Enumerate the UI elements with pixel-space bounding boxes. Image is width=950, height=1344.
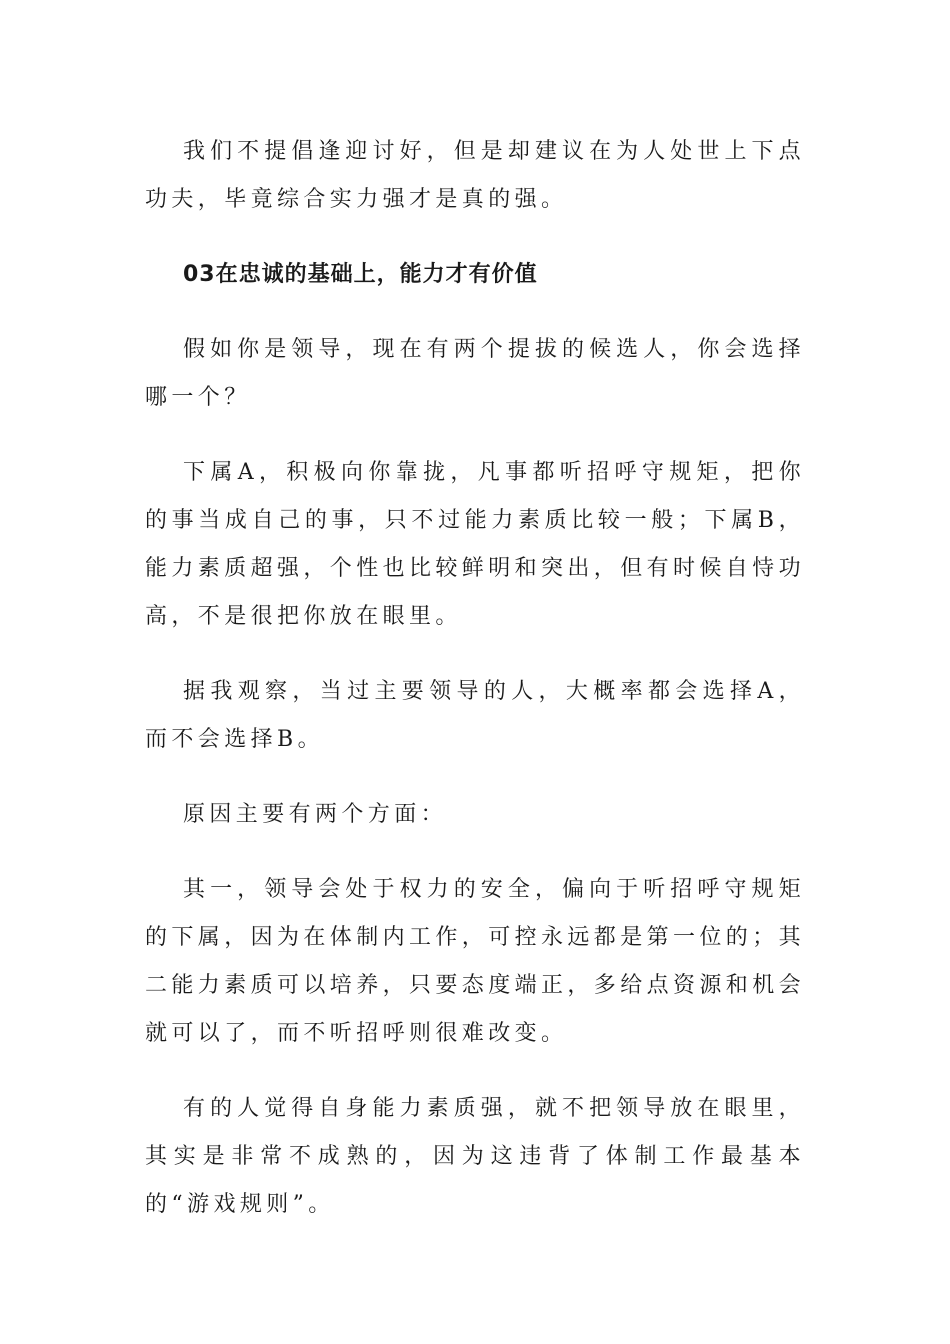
section-heading: 03在忠诚的基础上，能力才有价值	[183, 262, 538, 287]
paragraph-question: 假如你是领导，现在有两个提拔的候选人，你会选择哪一个？	[145, 337, 805, 410]
paragraph-reasons: 原因主要有两个方面：	[183, 802, 448, 827]
paragraph-conclusion: 有的人觉得自身能力素质强，就不把领导放在眼里，其实是非常不成熟的，因为这违背了体制工作最基本的“游戏规则”。	[145, 1096, 805, 1217]
document-page	[145, 128, 805, 1256]
paragraph-reason-details: 其一，领导会处于权力的安全，偏向于听招呼守规矩的下属，因为在体制内工作，可控永远都是第一位的；其二能力素质可以培养，只要态度端正，多给点资源和机会就可以了，而不听招呼则很难改变。	[145, 877, 806, 1046]
paragraph-subordinates: 下属A，积极向你靠拢，凡事都听招呼守规矩，把你的事当成自己的事，只不过能力素质比较一般；下属B，能力素质超强，个性也比较鲜明和突出，但有时候自恃功高，不是很把你放在眼里。	[145, 460, 806, 629]
paragraph-intro: 我们不提倡逢迎讨好，但是却建议在为人处世上下点功夫，毕竟综合实力强才是真的强。	[145, 139, 805, 212]
paragraph-observation: 据我观察，当过主要领导的人，大概率都会选择A，而不会选择B。	[145, 679, 805, 752]
